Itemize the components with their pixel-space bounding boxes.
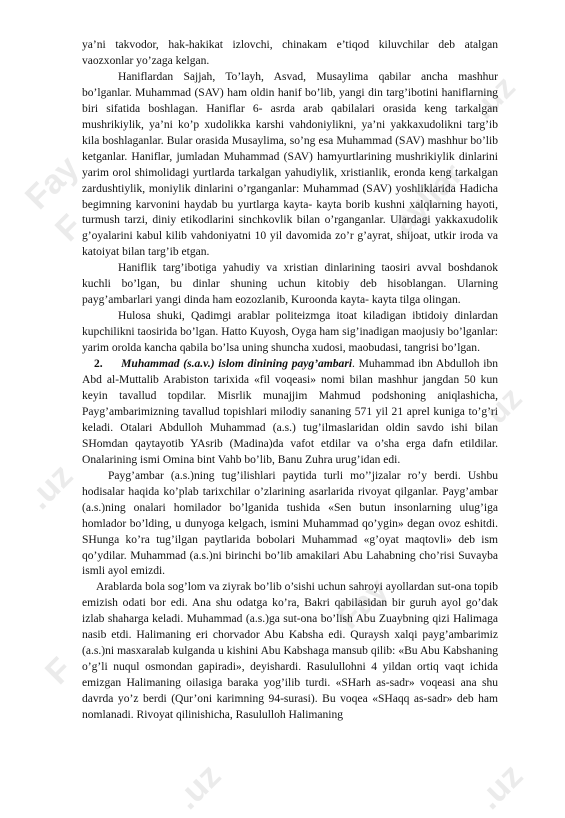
watermark-fragment: ayllar (385, 155, 470, 241)
paragraph: Arablarda bola sog’lom va ziyrak bo’lib o’sishi uchun sahroyi ayollardan sut-ona topib emizish odati bor edi. Ana shu odatga ko’ra, Bakri qabilasidan bir guruh ayol go’dak izlab shaharga keladi. Muhammad (a.s.)ga sut-ona bo’lish Abu Zuaybning qizi Halimaga nasib etdi. Halimaning eri chorvador Abu Kabsha edi. Quraysh xalqi payg’ambarimiz (a.s.)ni masxaralab kulganda u kishini Abu Kabshaga mansub qilib: «Bu Abu Kabshaning o’g’li nuqul osmondan gapiradi», deyishardi. Rasulullohni 4 yildan ortiq vaqt ichida emizgan Halimaning oilasiga baraka yog’ilib turdi. «SHarh as-sadr» voqeasi ana shu davrda yo’z berdi (Qur’oni karimning 94-surasi). Bu voqea «SHaqq as-sadr» deb ham nomlanadi. Rivoyat qilinishicha, Rasululloh Halimaning (82, 581, 498, 722)
section-title: Muhammad (s.a.v.) islom dinining payg’ambari (121, 358, 353, 371)
paragraph: Hulosa shuki, Qadimgi arablar politeizmga itoat kiladigan ibtidoiy dinlardan kupchilikni taosirida bo’lgan. Hatto Kuyosh, Oyga ham sig’inadigan maojusiy bo’lganlar: yarim orolda kancha qabila bo’lsa uning shuncha xudosi, maobudasi, tangrisi bo’lgan. (82, 310, 498, 355)
watermark-fragment: Fay (330, 571, 395, 636)
document-body (82, 38, 498, 724)
watermark-fragment: F (38, 650, 80, 692)
paragraph: Payg’ambar (a.s.)ning tug’ilishlari paytida turli mo’’jizalar ro’y berdi. Ushbu hodisalar haqida ko’plab tarixchilar o’zlarining asarlarida rivoyat qilganlar. Payg’ambar (a.s.)ning onalari homilador bo’lganida tushida «Sen butun insonlarning ulug’iga homlador bo’lding, u dunyoga kelgach, ismini Muhammad qo’ygin» degan ovoz eshitdi. SHunga ko’ra tug’ilgan paytlarida bobolari Muhammad «g’oyat maqtovli» deb ism qo’ydilar. Muhammad (a.s.)ni birinchi bo’lib amakilari Abu Lahabning cho’risi Suvayba ismli ayol emizdi. (82, 469, 498, 578)
watermark-fragment: .uz (470, 756, 531, 817)
paragraph: ya’ni takvodor, hak-hakikat izlovchi, chinakam e’tiqod kiluvchilar deb atalgan vaozxonlar yo’zaga kelgan. (82, 39, 498, 67)
section-number: 2. (94, 358, 103, 371)
watermark-fragment: Fay (18, 148, 87, 217)
paragraph: Haniflardan Sajjah, To’layh, Asvad, Musaylima qabilar ancha mashhur bo’lganlar. Muhammad (SAV) ham oldin hanif bo’lib, yangi din targ’ibotini haniflarning biri sifatida boshlagan. Haniflar 6- asrda arab qabilalari orasida keng tarkalgan mushrikiylik, ya’ni ko’p xudolikka karshi vahdoniylikni, ya’ni yakkaxudolikni targ’ib kila boshlaganlar. Bular orasida Musaylima, so’ng esa Muhammad (SAV) mashhur bo’lib ketganlar. Haniflar, jumladan Muhammad (SAV) hamyurtlarining mushrikiylik dinlarini yarim orol shimolidagi yurtlarda tarkalgan yahudiylik, xristianlik, eronda keng tarkalgan zardushtiylik, moniylik dinlarini o’rganganlar: Muhammad (SAV) yoshliklarida Hadicha begimning karvonini haydab bu yurtlarga kayta- kayta borib kushni xalqlarning hayoti, turmush tarzi, diniy etikodlarini sinchkovlik bilan o’rganganlar. Ulardagi yakkaxudolik g’oyalarini kabul kilib vahdoniyatni 10 yil davomida zo’r g’ayrat, shijoat, utkir iroda va katoiyat bilan targ’ib etgan. (82, 70, 498, 259)
watermark-fragment: .uz (20, 456, 81, 517)
paragraph: Haniflik targ’ibotiga yahudiy va xristian dinlarining taosiri avval boshdanok kuchli bo’lgan, bu dinlar shuning uchun kitobiy deb hisoblangan. Ularning payg’ambarlari yangi dinda ham eozozlanib, Kuroonda kayta- kayta tilga olingan. (82, 262, 498, 307)
section-heading-paragraph (82, 357, 498, 469)
section-text: . Muhammad ibn Abdulloh ibn Abd al-Muttalib Arabiston tarixida «fil voqeasi» nomi bilan mashhur jangdan 50 kun keyin tavallud topdilar. Misrlik munajjim Mahmud podshoning aniqlashicha, Payg’ambarimizning tavallud topishlari milodiy sananing 571 yil 21 aprel kuniga to’g’ri keladi. Otalari Abdulloh Muhammad (a.s.) tug’ilmaslaridan oldin savdo ishi bilan SHomdan qaytayotib YAsrib (Madina)da vafot etdilar va o’sha erga dafn etildilar. Onalarining ismi Omina bint Vahb bo’lib, Banu Zuhra urug’idan edi. (82, 358, 499, 466)
watermark-fragment: uz (478, 379, 529, 431)
watermark-fragment: F (48, 207, 90, 249)
watermark-fragment: .uz (168, 756, 229, 817)
watermark-fragment: .uz (465, 68, 522, 126)
